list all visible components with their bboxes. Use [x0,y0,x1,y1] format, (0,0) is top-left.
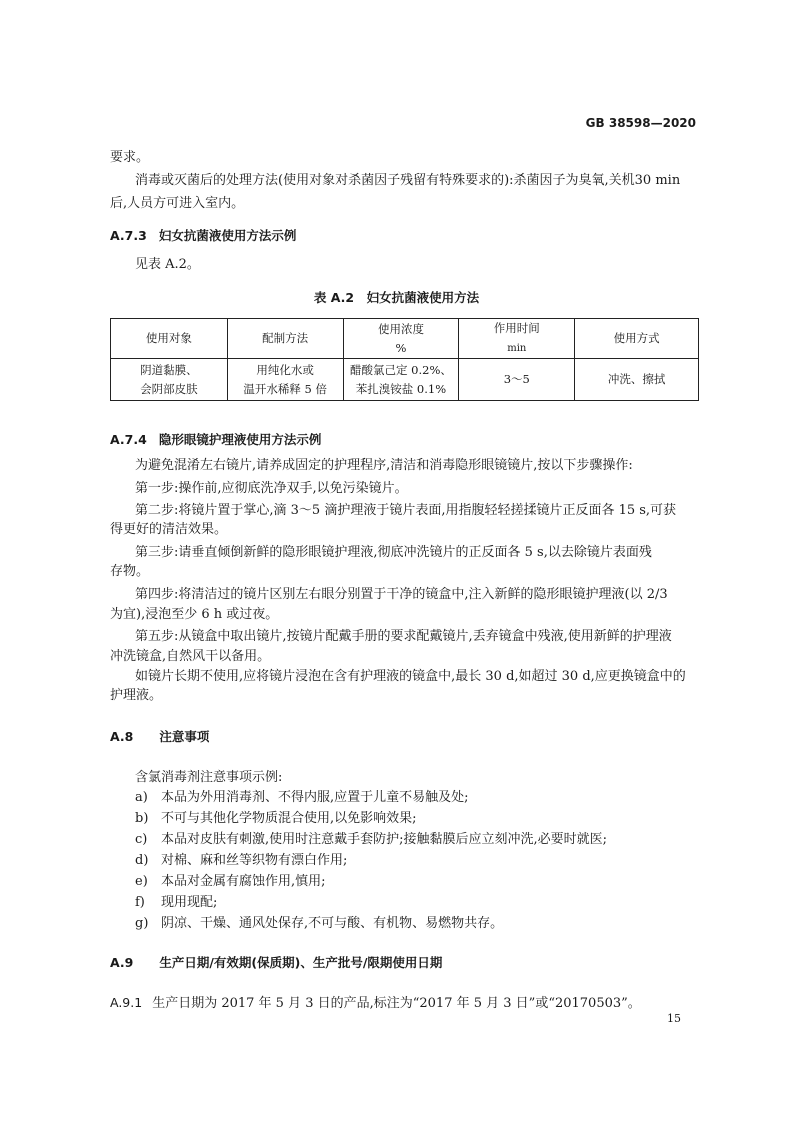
list-item: c) 本品对皮肤有刺激,使用时注意戴手套防护;接触黏膜后应立刻冲洗,必要时就医; [135,832,608,847]
section-number: A.8 [110,729,134,744]
paragraph-line: 如镜片长期不使用,应将镜片浸泡在含有护理液的镜盒中,最长 30 d,如超过 30 d,应更换镜盒中的 [135,669,686,684]
section-a91-line [110,991,641,1015]
paragraph-line: 消毒或灭菌后的处理方法(使用对象对杀菌因子残留有特殊要求的):杀菌因子为臭氧,关机30 min [135,173,681,188]
list-item: d) 对棉、麻和丝等织物有漂白作用; [135,853,348,868]
section-number: A.9 [110,955,134,970]
paragraph-line: 第二步:将镜片置于掌心,滴 3～5 滴护理液于镜片表面,用指腹轻轻搓揉镜片正反面各 15 s,可获 [135,503,677,518]
paragraph-line: 第四步:将清洁过的镜片区别左右眼分别置于干净的镜盒中,注入新鲜的隐形眼镜护理液(以 2/3 [135,587,668,602]
page-number: 15 [667,1012,681,1025]
table-cell: 3～5 [459,359,575,401]
section-number: A.9.1 [110,995,143,1010]
table-caption: 表 A.2 妇女抗菌液使用方法 [313,290,480,305]
paragraph-line: 冲洗镜盒,自然风干以备用。 [110,649,271,664]
paragraph-line: 第三步:请垂直倾倒新鲜的隐形眼镜护理液,彻底冲洗镜片的正反面各 5 s,以去除镜片表面残 [135,545,652,560]
notes-intro: 含氯消毒剂注意事项示例: [135,770,283,785]
table-cell: 阴道黏膜、 会阴部皮肤 [111,359,228,401]
section-number: A.7.3 [110,228,147,243]
header-cell: 使用对象 [111,319,228,359]
paragraph-line: 为避免混淆左右镜片,请养成固定的护理程序,清洁和消毒隐形眼镜镜片,按以下步骤操作: [135,458,633,473]
paragraph-line: 为宜),浸泡至少 6 h 或过夜。 [110,607,279,622]
section-heading-a73 [110,226,296,244]
section-title: 隐形眼镜护理液使用方法示例 [158,432,322,447]
section-title: 妇女抗菌液使用方法示例 [158,228,297,243]
header-cell: 配制方法 [227,319,343,359]
paragraph-line: 护理液。 [110,688,163,703]
section-heading-a74 [110,430,321,448]
paragraph-line: 第五步:从镜盒中取出镜片,按镜片配戴手册的要求配戴镜片,丢弃镜盒中残液,使用新鲜的护理液 [135,629,672,644]
document-number: GB 38598—2020 [585,116,696,130]
paragraph-line: 得更好的清洁效果。 [110,522,228,537]
section-heading-a8 [110,727,209,745]
see-table-line: 见表 A.2。 [135,257,200,272]
section-text: 生产日期为 2017 年 5 月 3 日的产品,标注为“2017 年 5 月 3 日”或“20170503”。 [152,996,641,1011]
list-item: g) 阴凉、干燥、通风处保存,不可与酸、有机物、易燃物共存。 [135,916,504,931]
table-cell: 醋酸氯己定 0.2%、 苯扎溴铵盐 0.1% [343,359,459,401]
table-header-row [111,319,699,359]
header-cell: 使用浓度 % [343,319,459,359]
list-item: f) 现用现配; [135,895,218,910]
section-title: 注意事项 [159,729,210,744]
header-cell: 使用方式 [575,319,699,359]
paragraph-line: 要求。 [110,150,150,165]
usage-table [110,318,699,401]
table-cell: 用纯化水或 温开水稀释 5 倍 [227,359,343,401]
paragraph-line: 存物。 [110,564,150,579]
paragraph-line: 后,人员方可进入室内。 [110,196,245,211]
header-cell: 作用时间 min [459,319,575,359]
table-row [111,359,699,401]
section-title: 生产日期/有效期(保质期)、生产批号/限期使用日期 [159,955,443,970]
section-number: A.7.4 [110,432,147,447]
paragraph-line: 第一步:操作前,应彻底洗净双手,以免污染镜片。 [135,481,408,496]
table-cell: 冲洗、擦拭 [575,359,699,401]
list-item: e) 本品对金属有腐蚀作用,慎用; [135,874,326,889]
section-heading-a9 [110,953,442,971]
list-item: b) 不可与其他化学物质混合使用,以免影响效果; [135,811,417,826]
list-item: a) 本品为外用消毒剂、不得内服,应置于儿童不易触及处; [135,790,469,805]
